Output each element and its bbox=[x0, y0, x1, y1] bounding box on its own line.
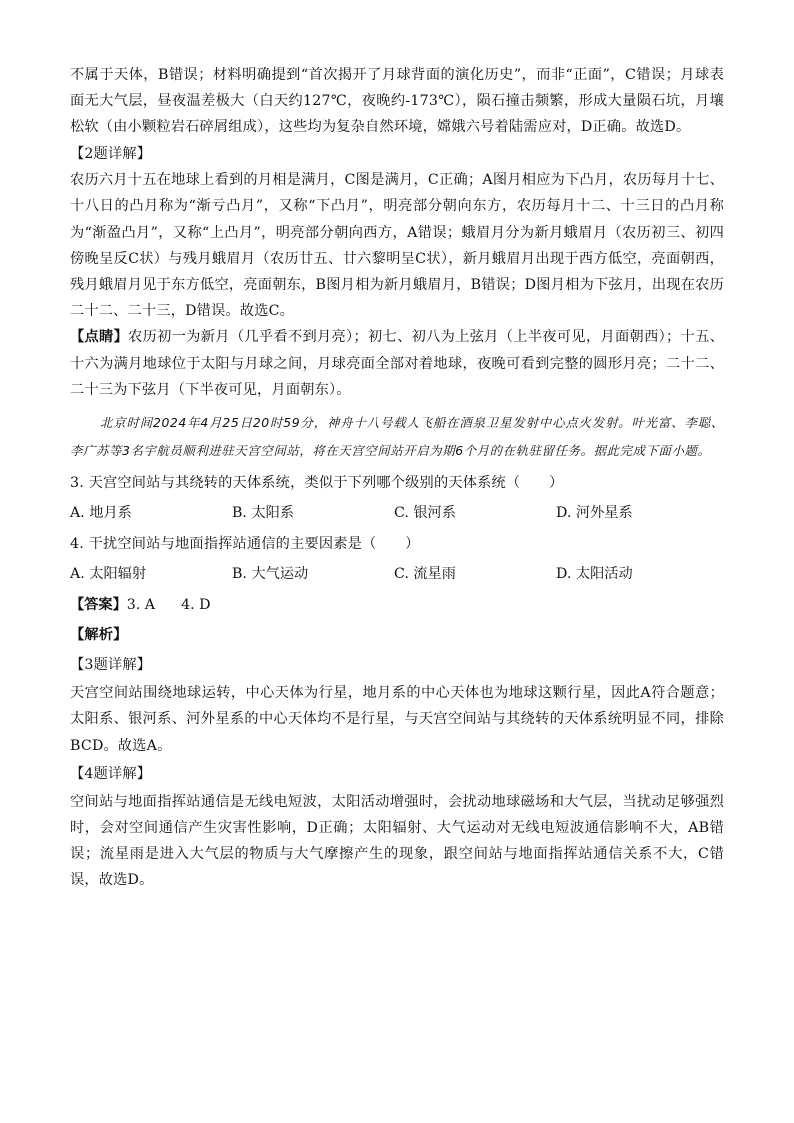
q4-option-b: B. 大气运动 bbox=[232, 566, 309, 583]
tip-label: 【点睛】 bbox=[70, 329, 129, 346]
tip-paragraph bbox=[70, 324, 724, 403]
detail-2-heading: 【2题详解】 bbox=[70, 145, 152, 162]
question-4: 4. 干扰空间站与地面指挥站通信的主要因素是（ ） bbox=[70, 536, 420, 553]
answer-label: 【答案】 bbox=[70, 597, 127, 614]
q4-option-a: A. 太阳辐射 bbox=[70, 566, 147, 583]
question-stem bbox=[70, 409, 724, 464]
q4-option-c: C. 流星雨 bbox=[394, 566, 456, 583]
q3-option-c: C. 银河系 bbox=[394, 505, 456, 522]
detail-3-heading: 【3题详解】 bbox=[70, 657, 152, 674]
q3-option-d: D. 河外星系 bbox=[556, 505, 633, 522]
q4-option-d: D. 太阳活动 bbox=[556, 566, 633, 583]
tip-text: 农历初一为新月（几乎看不到月亮）；初七、初八为上弦月（上半夜可见，月面朝西）；十五、十六为满月地球位于太阳与月球之间，月球亮面全部对着地球，夜晚可看到完整的圆形月亮；二十二、二十三为下弦月（下半夜可见，月面朝东）。 bbox=[70, 329, 724, 398]
answer-3: 3. A bbox=[126, 597, 156, 614]
analysis-label: 【解析】 bbox=[70, 627, 128, 644]
detail-3-text: 天宫空间站围绕地球运转，中心天体为行星，地月系的中心天体也为地球这颗行星，因此A符合题意；太阳系、银河系、河外星系的中心天体均不是行星，与天宫空间站与其绕转的天体系统明显不同，排除BCD。故选A。 bbox=[70, 685, 724, 754]
question-3: 3. 天宫空间站与其绕转的天体系统，类似于下列哪个级别的天体系统（ ） bbox=[70, 475, 564, 492]
q3-option-a: A. 地月系 bbox=[70, 505, 132, 522]
detail-2-text: 农历六月十五在地球上看到的月相是满月，C图是满月，C正确；A图月相应为下凸月，农历每月十七、十八日的凸月称为“渐亏凸月”，又称“下凸月”，明亮部分朝向东方，农历每月十二、十三日的凸月称为“渐盈凸月”，又称“上凸月”，明亮部分朝向西方，A错误；蛾眉月分为新月蛾眉月（农历初三、初四傍晚呈反C状）与残月蛾眉月（农历廿五、廿六黎明呈C状），新月蛾眉月出现于西方低空，亮面朝西，残月蛾眉月见于东方低空，亮面朝东，B图月相为新月蛾眉月，B错误；D图月相为下弦月，出现在农历二十二、二十三，D错误。故选C。 bbox=[70, 172, 724, 320]
q3-option-b: B. 太阳系 bbox=[232, 505, 295, 522]
question-4-options bbox=[70, 559, 724, 590]
detail-4-heading: 【4题详解】 bbox=[70, 765, 152, 782]
paragraph-prev-answer: 不属于天体，B错误；材料明确提到“首次揭开了月球背面的演化历史”，而非“正面”，C错误；月球表面无大气层，昼夜温差极大（白天约127℃，夜晚约-173℃），陨石撞击频繁，形成大量陨石坑，月壤松软（由小颗粒岩石碎屑组成），这些均为复杂自然环境，嫦娥六号着陆需应对，D正确。故选D。 bbox=[70, 67, 724, 136]
answer-line bbox=[70, 590, 724, 620]
answer-4: 4. D bbox=[181, 597, 211, 614]
question-3-options bbox=[70, 498, 724, 529]
detail-4-text: 空间站与地面指挥站通信是无线电短波，太阳活动增强时，会扰动地球磁场和大气层，当扰动足够强烈时，会对空间通信产生灾害性影响，D正确；太阳辐射、大气运动对无线电短波通信影响不大，AB错误；流星雨是进入大气层的物质与大气摩擦产生的现象，跟空间站与地面指挥站通信关系不大，C错误，故选D。 bbox=[70, 793, 724, 889]
stem-text: 北京时间2024年4月25日20时59分，神舟十八号载人飞船在酒泉卫星发射中心点火发射。叶光富、李聪、李广苏等3名宇航员顺利进驻天宫空间站，将在天宫空间站开启为期6个月的在轨驻留任务。据此完成下面小题。 bbox=[70, 414, 724, 458]
